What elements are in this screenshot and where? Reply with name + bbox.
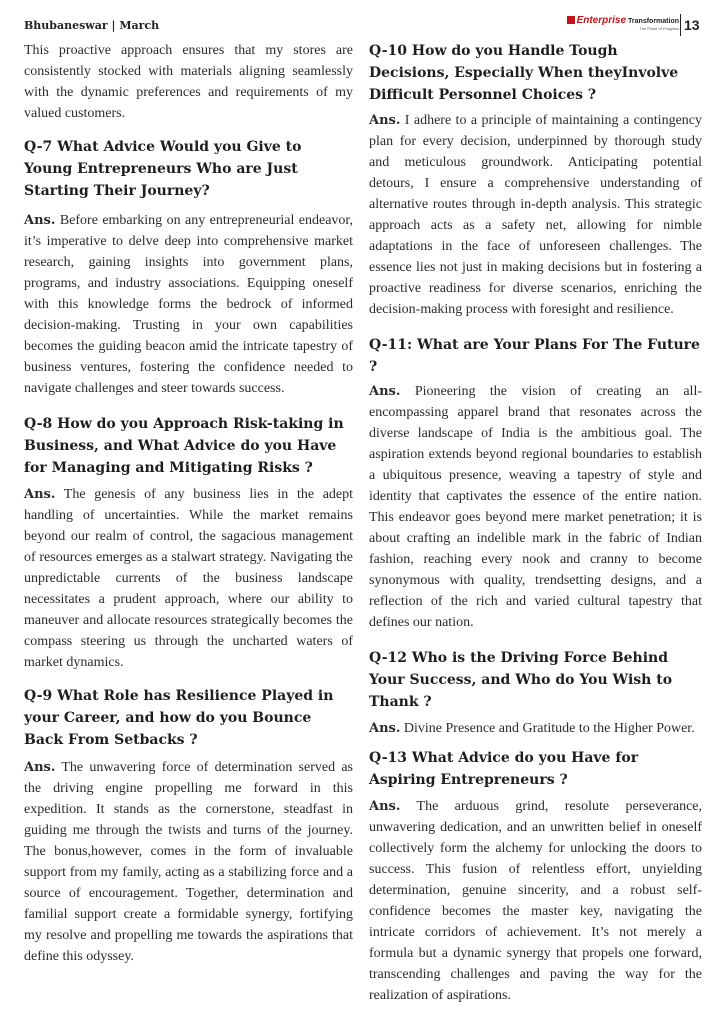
ans-label: Ans. xyxy=(24,213,56,228)
intro-paragraph: This proactive approach ensures that my stores are consistently stocked with materials aligning seamlessly with the dynamic preferences and requirements of my valued customers. xyxy=(24,43,353,121)
logo-text-2: Transformation xyxy=(628,18,679,25)
question-8: Q-8 How do you Approach Risk-taking in Business, and What Advice do you Have for Managing and Mitigating Risks ? xyxy=(24,416,344,476)
page-header xyxy=(0,0,723,40)
answer-8 xyxy=(24,484,353,673)
answer-10-text: I adhere to a principle of maintaining a contingency plan for every decision, underpinned by thorough study and meticulous groundwork. Anticipating potential detours, I ensure a comprehensive understanding of alternative routes through in-depth analysis. This strategic approach acts as a safety net, allowing for nimble adaptations in the face of unforeseen challenges. The essence lies not just in making decisions but in fostering a proactive readiness for diverse scenarios, enriching the decision-making process with foresight and resilience. xyxy=(369,113,702,317)
answer-7 xyxy=(24,210,353,399)
logo-tagline: The Pulse of Progress xyxy=(639,26,679,31)
ans-label: Ans. xyxy=(369,799,401,814)
answer-12 xyxy=(369,718,702,739)
answer-11-text: Pioneering the vision of creating an all-encompassing apparel brand that resonates across the diverse landscape of India is the ambitious goal. The aspiration extends beyond regional boundaries to establish a ubiquitous presence, weaving a tapestry of style and identity that captivates the essence of the entire nation. This endeavor goes beyond mere market penetration; it is about crafting an indelible mark in the fabric of Indian fashion, reaching every nook and cranny to become synonymous with quality, trendsetting designs, and a reflection of the rich and varied cultural tapestry that defines our nation. xyxy=(369,384,703,630)
question-13: Q-13 What Advice do you Have for Aspiring Entrepreneurs ? xyxy=(369,750,639,788)
ans-label: Ans. xyxy=(369,113,401,128)
question-9: Q-9 What Role has Resilience Played in your Career, and how do you Bounce Back From Setbacks ? xyxy=(24,688,334,748)
question-11: Q-11: What are Your Plans For The Future ? xyxy=(369,337,700,375)
page-number: 13 xyxy=(684,17,700,33)
answer-8-text: The genesis of any business lies in the adept handling of uncertainties. While the market remains beyond our realm of control, the sagacious management of resources emerges as a stalwart strategy. Navigating the unpredictable currents of the business landscape necessitates a prudent approach, where our ability to maneuver and allocate resources strategically becomes the compass steering us through the uncharted waters of market dynamics. xyxy=(24,487,354,670)
question-10: Q-10 How do you Handle Tough Decisions, Especially When theyInvolve Difficult Personnel Choices ? xyxy=(369,43,679,103)
header-divider xyxy=(680,14,681,36)
ans-label: Ans. xyxy=(369,384,401,399)
left-column xyxy=(24,40,353,967)
right-column xyxy=(369,40,702,1006)
answer-7-text: Before embarking on any entrepreneurial endeavor, it’s imperative to delve deep into comprehensive market research, gaining insights into government plans, programs, and industry associations. Equipping oneself with this knowledge forms the bedrock of informed decision-making. Trusting in your own capabilities becomes the guiding beacon amid the intricate tapestry of business ventures, fostering the confidence needed to navigate challenges and steer towards success. xyxy=(24,213,354,396)
location-date: Bhubaneswar | March xyxy=(24,19,160,32)
logo-text: Enterprise xyxy=(576,15,627,26)
ans-label: Ans. xyxy=(24,487,56,502)
answer-9-text: The unwavering force of determination served as the driving engine propelling me forward in this expedition. It stands as the cornerstone, steadfast in guiding me through the twists and turns of the journey. The bonus,however, comes in the form of invaluable support from my family, acting as a stabilizing force and a source of encouragement. Together, determination and familial support create a formidable synergy, fortifying my resolve and propelling me towards the aspirations that define this odyssey. xyxy=(24,760,353,964)
answer-10 xyxy=(369,110,702,320)
answer-13 xyxy=(369,796,702,1006)
question-7: Q-7 What Advice Would you Give to Young Entrepreneurs Who are Just Starting Their Journey? xyxy=(24,139,302,199)
answer-11 xyxy=(369,381,702,633)
ans-label: Ans. xyxy=(24,760,56,775)
ans-label: Ans. xyxy=(369,721,401,736)
logo-mark-icon xyxy=(567,16,575,24)
answer-9 xyxy=(24,757,353,967)
magazine-logo xyxy=(567,16,679,31)
answer-13-text: The arduous grind, resolute perseverance, unwavering dedication, and an unwritten belief in oneself collectively form the alchemy for unlocking the doors to success. This fusion of relentless effort, unyielding determination, genuine sincerity, and a robust self-confidence becomes the master key, navigating the intricate corridors of achievement. It’s not merely a formula but a dynamic synergy that propels one forward, transcending challenges and paving the way for the realization of aspirations. xyxy=(369,799,703,1003)
question-12: Q-12 Who is the Driving Force Behind Your Success, and Who do You Wish to Thank ? xyxy=(369,650,673,710)
answer-12-text: Divine Presence and Gratitude to the Higher Power. xyxy=(403,721,695,736)
